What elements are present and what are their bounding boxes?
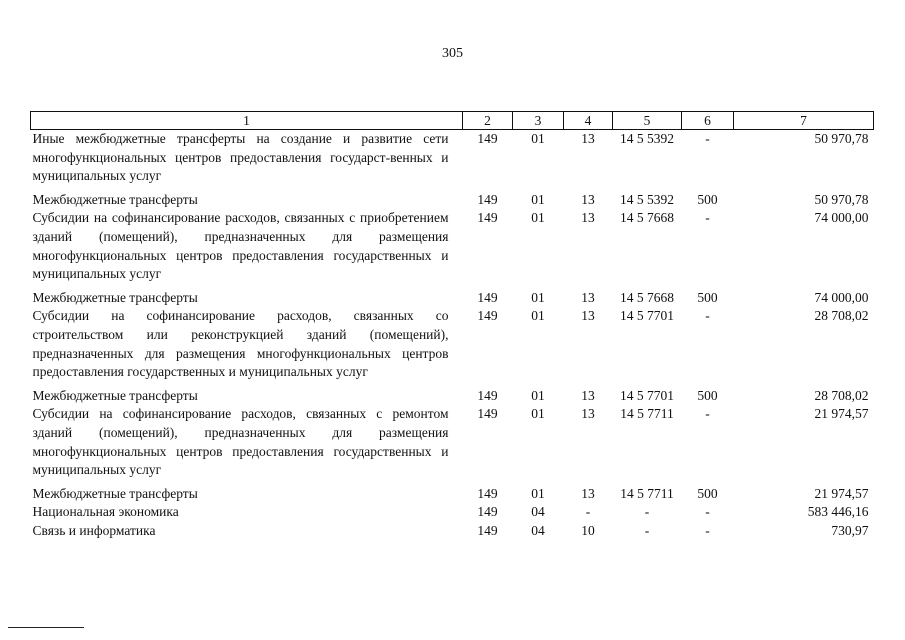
row-code-4: 13	[581, 191, 595, 207]
row-code-4: 13	[581, 210, 595, 226]
row-code-4: 10	[581, 522, 595, 538]
row-code-2: 149	[477, 308, 498, 324]
row-code-2: 149	[477, 131, 498, 146]
row-code-2: 149	[477, 191, 498, 207]
table-row	[31, 405, 874, 479]
row-code-3: 04	[531, 504, 545, 520]
row-code-2: 149	[477, 406, 498, 422]
row-amount: 28 708,02	[814, 308, 869, 324]
row-code-6: 500	[697, 191, 718, 207]
column-header-4: 4	[564, 112, 613, 130]
row-code-6: 500	[697, 485, 718, 501]
row-code-5: 14 5 7711	[620, 406, 674, 422]
row-code-5: 14 5 5392	[620, 131, 674, 146]
column-header-3: 3	[513, 112, 564, 130]
row-code-4: 13	[581, 289, 595, 305]
row-code-3: 01	[531, 131, 545, 146]
row-name: Межбюджетные трансферты	[32, 387, 198, 403]
row-code-5: 14 5 7668	[620, 289, 674, 305]
table-row	[31, 130, 874, 186]
row-name: Национальная экономика	[32, 504, 179, 520]
row-code-2: 149	[477, 485, 498, 501]
table-header-row	[31, 112, 874, 130]
row-code-5: 14 5 7711	[620, 485, 674, 501]
row-code-2: 149	[477, 289, 498, 305]
row-code-4: 13	[581, 308, 595, 324]
row-code-4: 13	[581, 406, 595, 422]
page-number: 305	[442, 46, 463, 61]
column-header-5: 5	[613, 112, 682, 130]
row-code-5: 14 5 7701	[620, 387, 674, 403]
row-name: Субсидии на софинансирование расходов, связанных со строительством или реконструкцией зданий (помещений), предназначенных для размещения многофункциональных центров предоставления государственных и муниципальных услуг	[32, 308, 449, 380]
row-code-4: -	[585, 504, 591, 520]
row-code-3: 01	[531, 210, 545, 226]
row-code-5: -	[644, 522, 650, 538]
row-code-6: -	[705, 406, 710, 422]
table-row	[31, 209, 874, 283]
row-code-3: 01	[531, 191, 545, 207]
table-row	[31, 503, 874, 522]
row-amount: 583 446,16	[807, 504, 869, 520]
row-code-3: 01	[531, 308, 545, 324]
row-code-2: 149	[477, 504, 498, 520]
row-code-6: 500	[697, 289, 718, 305]
row-name: Субсидии на софинансирование расходов, связанных с приобретением зданий (помещений), предназначенных для размещения многофункциональных центров предоставления государственных и муниципальных услуг	[32, 210, 449, 282]
row-amount: 74 000,00	[814, 289, 869, 305]
footnote-divider	[8, 627, 84, 628]
row-code-3: 01	[531, 406, 545, 422]
column-header-1: 1	[31, 112, 463, 130]
row-name: Межбюджетные трансферты	[32, 191, 198, 207]
row-code-3: 01	[531, 289, 545, 305]
row-code-6: -	[705, 308, 710, 324]
table-row	[31, 382, 874, 406]
row-name: Межбюджетные трансферты	[32, 289, 198, 305]
row-code-2: 149	[477, 522, 498, 538]
row-amount: 21 974,57	[814, 485, 869, 501]
row-code-6: -	[705, 504, 710, 520]
row-code-4: 13	[581, 485, 595, 501]
table-row	[31, 186, 874, 210]
row-amount: 21 974,57	[814, 406, 869, 422]
row-code-6: -	[705, 131, 710, 146]
row-amount: 28 708,02	[814, 387, 869, 403]
row-name: Субсидии на софинансирование расходов, связанных с ремонтом зданий (помещений), предназначенных для размещения многофункциональных центров предоставления государственных и муниципальных услуг	[32, 406, 449, 478]
row-amount: 50 970,78	[814, 191, 869, 207]
row-amount: 50 970,78	[814, 131, 869, 146]
row-code-6: -	[705, 210, 710, 226]
table-row	[31, 284, 874, 308]
row-name: Иные межбюджетные трансферты на создание и развитие сети многофункциональных центров предоставления государст-венных и муниципальных услуг	[32, 131, 449, 184]
column-header-7: 7	[734, 112, 874, 130]
row-code-6: -	[705, 522, 710, 538]
column-header-6: 6	[682, 112, 734, 130]
row-code-3: 04	[531, 522, 545, 538]
row-name: Связь и информатика	[32, 522, 156, 538]
row-amount: 730,97	[831, 522, 869, 538]
row-code-4: 13	[581, 131, 595, 146]
table-row	[31, 307, 874, 381]
table-row	[31, 522, 874, 541]
row-name: Межбюджетные трансферты	[32, 485, 198, 501]
row-code-5: 14 5 7668	[620, 210, 674, 226]
row-code-5: 14 5 5392	[620, 191, 674, 207]
table-row	[31, 480, 874, 504]
row-code-4: 13	[581, 387, 595, 403]
row-amount: 74 000,00	[814, 210, 869, 226]
row-code-5: 14 5 7701	[620, 308, 674, 324]
budget-table	[30, 111, 874, 540]
row-code-2: 149	[477, 210, 498, 226]
row-code-6: 500	[697, 387, 718, 403]
row-code-3: 01	[531, 485, 545, 501]
row-code-3: 01	[531, 387, 545, 403]
row-code-2: 149	[477, 387, 498, 403]
column-header-2: 2	[463, 112, 513, 130]
row-code-5: -	[644, 504, 650, 520]
